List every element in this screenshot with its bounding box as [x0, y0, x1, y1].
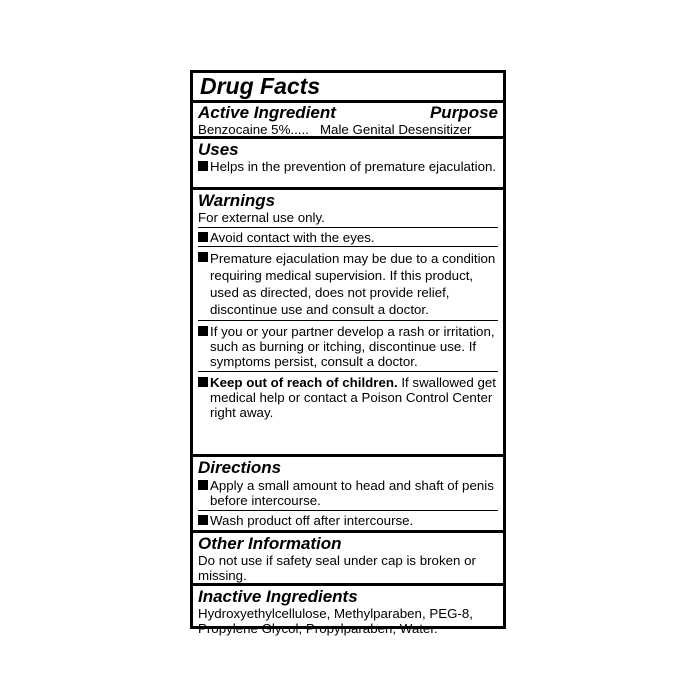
- keep-out-bold: Keep out of reach of children.: [210, 375, 398, 390]
- inactive-ingredients-section: [193, 586, 503, 636]
- warnings-item-text: Premature ejaculation may be due to a condition requiring medical supervision. If this product, used as directed, does not provide relief, discontinue use and consult a doctor.: [210, 251, 496, 317]
- uses-item-text: Helps in the prevention of premature ejaculation.: [210, 159, 497, 174]
- purpose-value: Male Genital Desensitizer: [319, 122, 472, 137]
- directions-item: [198, 477, 498, 511]
- directions-heading: Directions: [198, 458, 282, 477]
- warnings-heading: Warnings: [198, 191, 276, 210]
- directions-item-text: Wash product off after intercourse.: [210, 513, 414, 528]
- bullet-square-icon: [198, 161, 208, 171]
- directions-section: [193, 457, 503, 533]
- warnings-section: [193, 190, 503, 457]
- active-ingredient-section: [193, 103, 503, 139]
- warnings-item: [198, 321, 498, 372]
- uses-section: [193, 139, 503, 190]
- warnings-item: [198, 228, 498, 247]
- active-ingredient-row: [198, 122, 498, 137]
- keep-out-text: [210, 375, 498, 420]
- directions-item-text: Apply a small amount to head and shaft of penis before intercourse.: [210, 478, 494, 508]
- uses-heading: Uses: [198, 140, 239, 159]
- other-information-heading: Other Information: [198, 534, 342, 553]
- keep-out-of-reach-item: [198, 372, 498, 420]
- warnings-item-text: If you or your partner develop a rash or irritation, such as burning or itching, discontinue use. If symptoms persist, consult a doctor.: [210, 324, 495, 369]
- uses-item: [198, 159, 498, 174]
- purpose-heading: Purpose: [429, 103, 498, 122]
- other-information-section: [193, 533, 503, 586]
- other-information-text: Do not use if safety seal under cap is broken or missing.: [198, 553, 476, 583]
- drug-facts-panel: [190, 70, 506, 636]
- bullet-square-icon: [198, 515, 208, 525]
- title-section: [193, 73, 503, 103]
- warnings-item-text: Avoid contact with the eyes.: [210, 230, 375, 245]
- bullet-square-icon: [198, 326, 208, 336]
- bullet-square-icon: [198, 252, 208, 262]
- warnings-item: [198, 247, 498, 321]
- active-heading-row: [198, 104, 498, 122]
- keep-out-rest: If swallowed get medical help or contact a Poison Control Center right away.: [210, 375, 496, 420]
- directions-item: [198, 511, 498, 528]
- page-title: Drug Facts: [200, 73, 321, 99]
- bullet-square-icon: [198, 232, 208, 242]
- warnings-intro: For external use only.: [198, 210, 498, 228]
- bullet-square-icon: [198, 480, 208, 490]
- bullet-square-icon: [198, 377, 208, 387]
- active-ingredient-heading: Active Ingredient: [198, 103, 336, 122]
- active-ingredient-value: Benzocaine 5%.....: [198, 122, 309, 137]
- inactive-ingredients-heading: Inactive Ingredients: [198, 587, 358, 606]
- inactive-ingredients-text: Hydroxyethylcellulose, Methylparaben, PEG-8, Propylene Glycol, Propylparaben, Water.: [198, 606, 473, 636]
